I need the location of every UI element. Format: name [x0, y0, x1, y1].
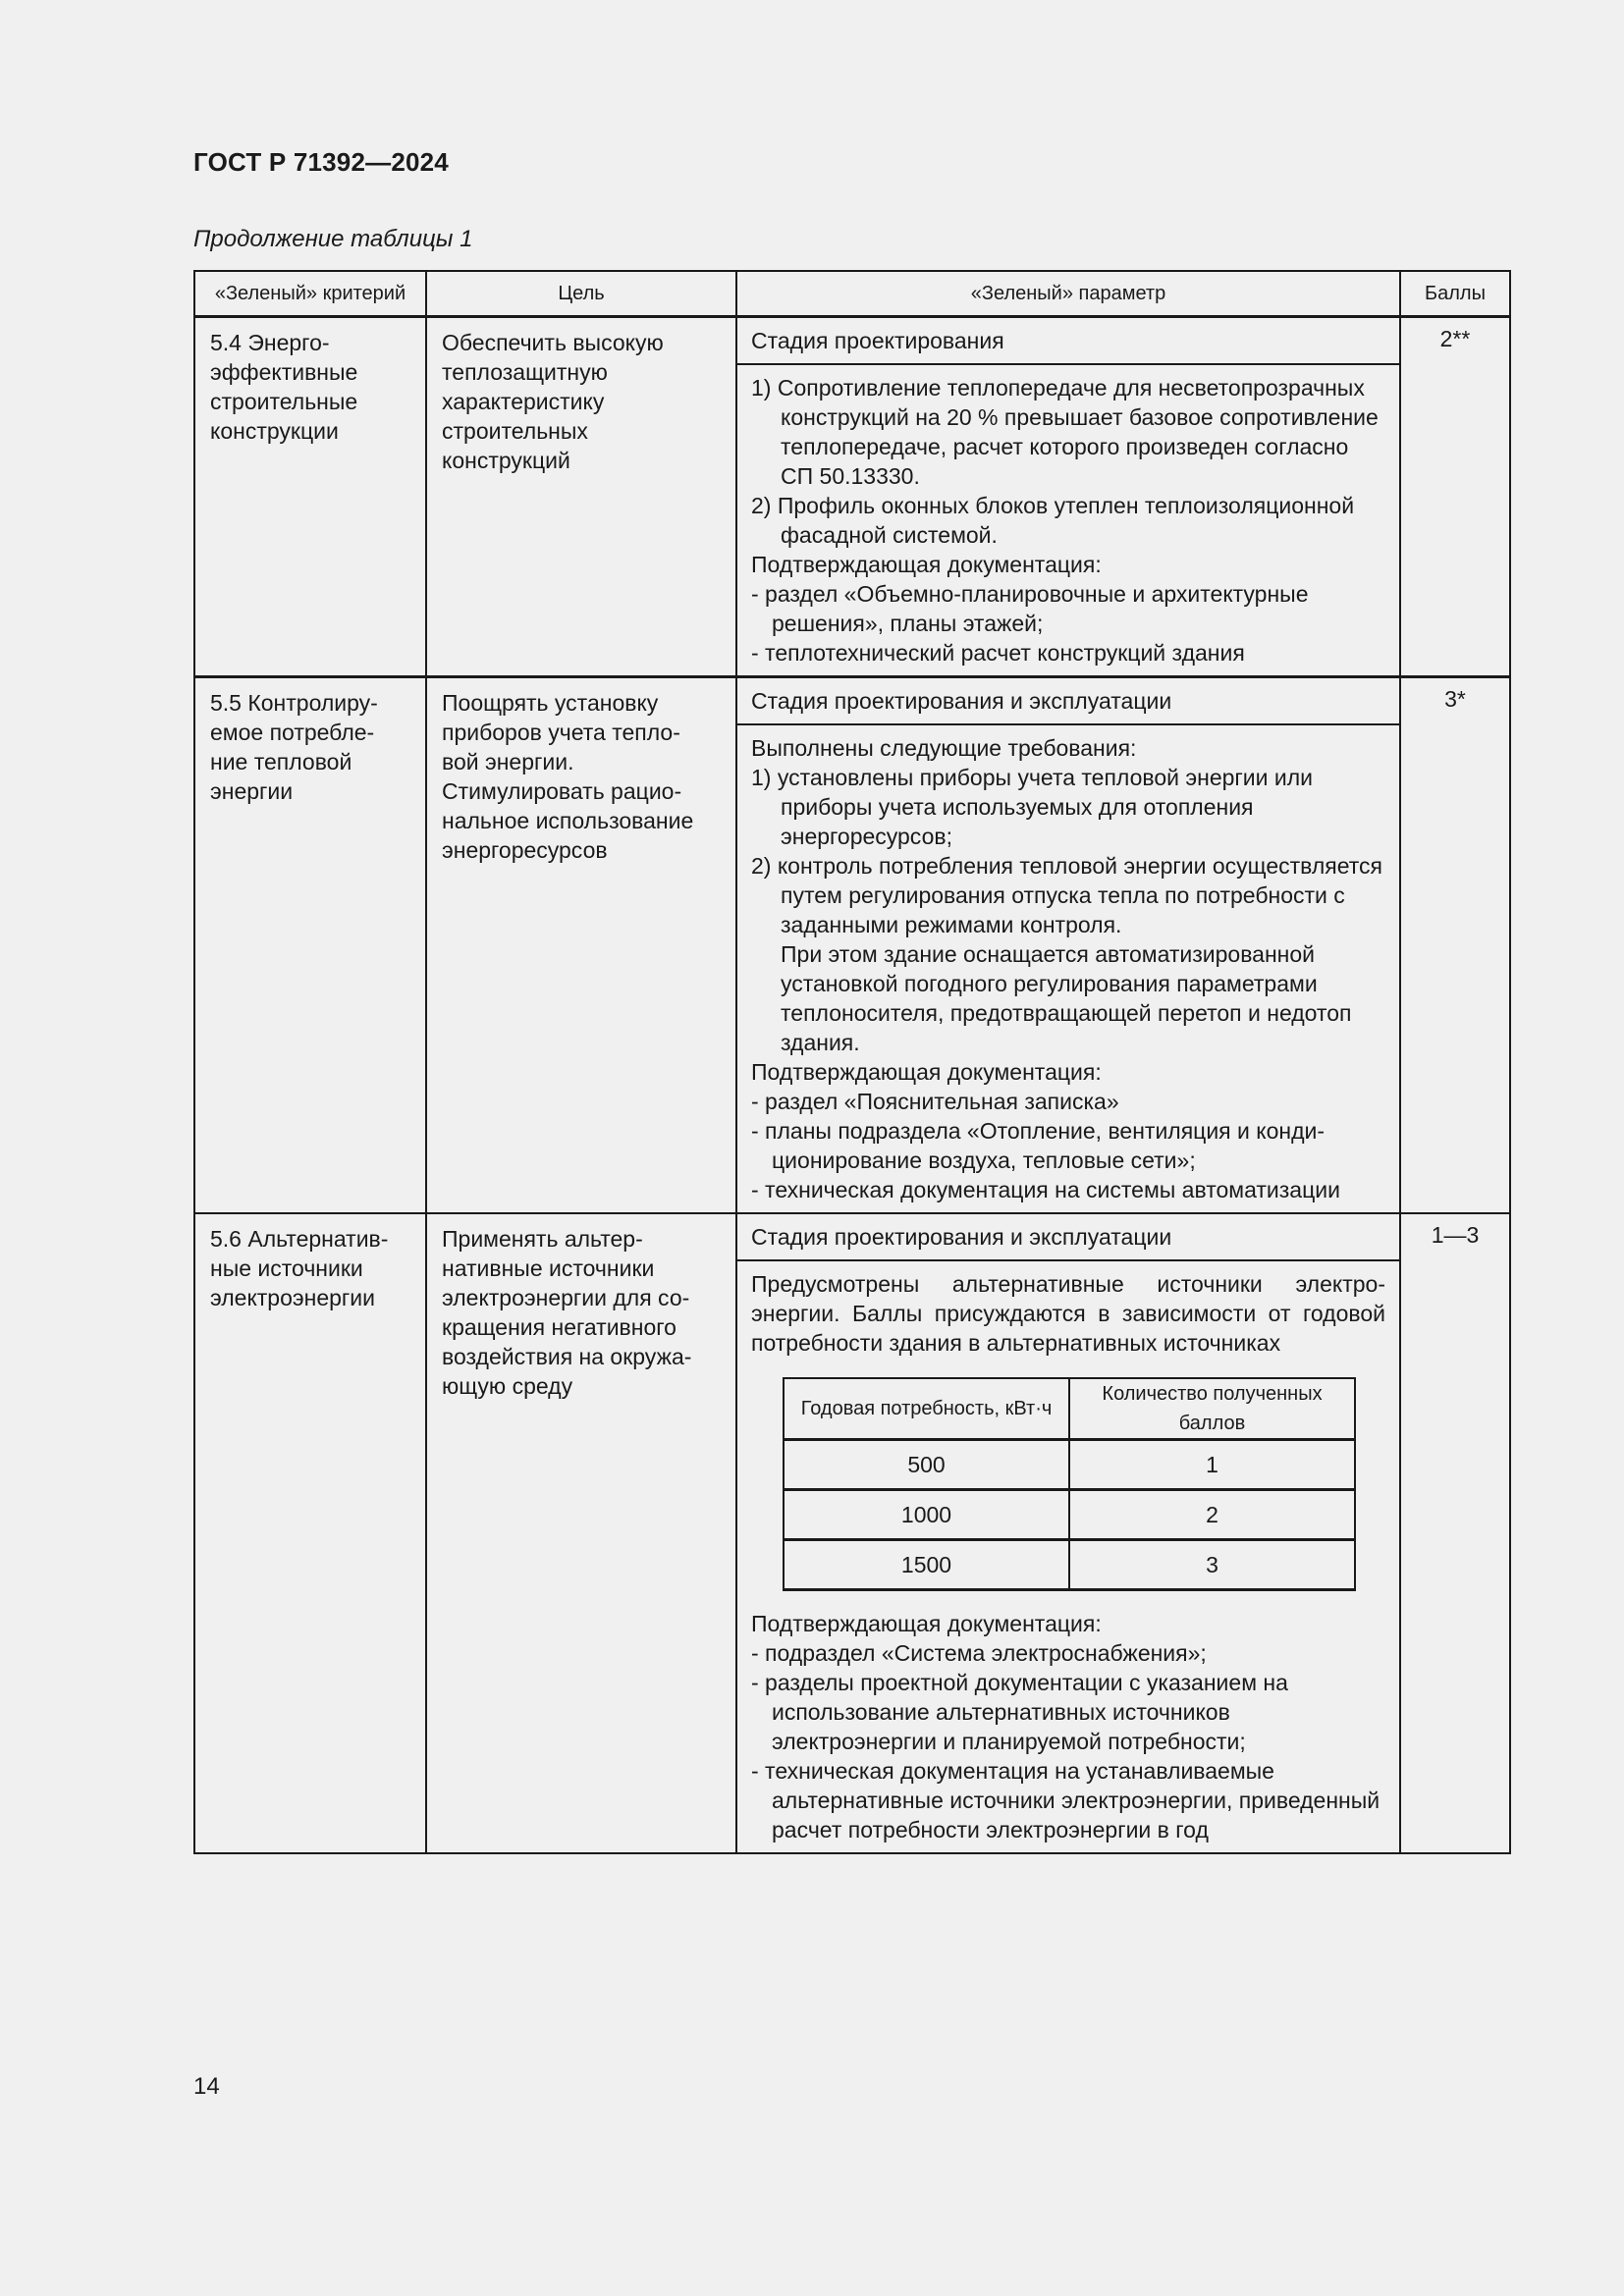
- table-caption: Продолжение таблицы 1: [193, 226, 473, 252]
- criterion-cell: 5.5 Контролиру- емое потребле- ние тепловой энергии: [194, 677, 426, 1214]
- consumption-value: 1000: [784, 1490, 1069, 1540]
- doc-item: - раздел «Пояснительная записка»: [751, 1089, 1119, 1114]
- points-cell: 3*: [1400, 677, 1510, 1214]
- parameter-cell: [736, 1213, 1400, 1853]
- inner-table-row: [784, 1540, 1355, 1590]
- requirements-intro: Выполнены следующие требования:: [751, 735, 1137, 761]
- column-header-points: Баллы: [1400, 271, 1510, 317]
- parameter-body: [737, 725, 1399, 1212]
- points-cell: 1—3: [1400, 1213, 1510, 1853]
- doc-item: - раздел «Объемно-планировочные и архитектурные решения», планы этажей;: [751, 581, 1309, 636]
- inner-table-row: [784, 1490, 1355, 1540]
- consumption-value: 500: [784, 1440, 1069, 1490]
- table-row-5-4: [194, 317, 1510, 677]
- stage-label: Стадия проектирования: [737, 318, 1399, 365]
- doc-item: - техническая документация на системы автоматизации: [751, 1177, 1340, 1202]
- docs-label: Подтверждающая документация:: [751, 552, 1102, 577]
- stage-label: Стадия проектирования и эксплуатации: [737, 678, 1399, 725]
- parameter-cell: [736, 677, 1400, 1214]
- doc-item: - техническая документация на устанавливаемые альтернативные источники электроэнергии, приведенный расчет потребности электроэнергии в год: [751, 1758, 1380, 1842]
- numbered-item: 2) Профиль оконных блоков утеплен теплоизоляционной фасадной системой.: [751, 493, 1355, 548]
- page-number: 14: [193, 2073, 220, 2100]
- table-header-row: [194, 271, 1510, 317]
- docs-label: Подтверждающая документация:: [751, 1611, 1102, 1636]
- points-value: 3: [1069, 1540, 1355, 1590]
- consumption-value: 1500: [784, 1540, 1069, 1590]
- inner-header-points: Количество полученных баллов: [1069, 1378, 1355, 1440]
- criteria-table: [193, 270, 1511, 1854]
- docs-label: Подтверждающая документация:: [751, 1059, 1102, 1085]
- parameter-body: [737, 365, 1399, 675]
- inner-table-row: [784, 1440, 1355, 1490]
- criterion-cell: 5.6 Альтернатив- ные источники электроэнергии: [194, 1213, 426, 1853]
- goal-cell: Обеспечить высокую теплозащитную характеристику строительных конструкций: [426, 317, 736, 677]
- consumption-points-table: [783, 1377, 1356, 1591]
- table-row-5-5: [194, 677, 1510, 1214]
- inner-table-header-row: [784, 1378, 1355, 1440]
- parameter-body: [737, 1261, 1399, 1852]
- doc-item: - планы подраздела «Отопление, вентиляция и кондиционирование воздуха, тепловые сети»;: [751, 1118, 1326, 1173]
- alternative-sources-intro: Предусмотрены альтернативные источники электроэнергии. Баллы присуждаются в зависимости от годовой потребности здания в альтернативных источниках: [751, 1271, 1385, 1356]
- table-row-5-6: [194, 1213, 1510, 1853]
- criterion-cell: 5.4 Энерго- эффективные строительные конструкции: [194, 317, 426, 677]
- stage-label: Стадия проектирования и эксплуатации: [737, 1214, 1399, 1261]
- doc-item: - теплотехнический расчет конструкций здания: [751, 640, 1245, 666]
- column-header-parameter: «Зеленый» параметр: [736, 271, 1400, 317]
- points-value: 2: [1069, 1490, 1355, 1540]
- numbered-item: 2) контроль потребления тепловой энергии осуществляется путем регулирования отпуска тепла по потребности с заданными режимами контроля.: [751, 853, 1382, 937]
- points-cell: 2**: [1400, 317, 1510, 677]
- document-title: ГОСТ Р 71392—2024: [193, 147, 449, 177]
- column-header-criterion: «Зеленый» критерий: [194, 271, 426, 317]
- inner-header-consumption: Годовая потребность, кВт·ч: [784, 1378, 1069, 1440]
- doc-item: - разделы проектной документации с указанием на использование альтернативных источников электроэнергии и планируемой потребности;: [751, 1670, 1288, 1754]
- goal-cell: Применять альтер- нативные источники электроэнергии для со- кращения негативного воздействия на окружа- ющую среду: [426, 1213, 736, 1853]
- doc-item: - подраздел «Система электроснабжения»;: [751, 1640, 1207, 1666]
- points-value: 1: [1069, 1440, 1355, 1490]
- numbered-item: 1) Сопротивление теплопередаче для несветопрозрачных конструкций на 20 % превышает базовое сопротивление теплопередаче, расчет которого произведен согласно СП 50.13330.: [751, 375, 1379, 489]
- parameter-cell: [736, 317, 1400, 677]
- column-header-goal: Цель: [426, 271, 736, 317]
- goal-cell: Поощрять установку приборов учета тепло- вой энергии. Стимулировать рацио- нальное использование энергоресурсов: [426, 677, 736, 1214]
- requirement-note: При этом здание оснащается автоматизированной установкой погодного регулирования параметрами теплоносителя, предотвращающей перетоп и недотоп здания.: [781, 941, 1352, 1055]
- numbered-item: 1) установлены приборы учета тепловой энергии или приборы учета используемых для отопления энергоресурсов;: [751, 765, 1314, 849]
